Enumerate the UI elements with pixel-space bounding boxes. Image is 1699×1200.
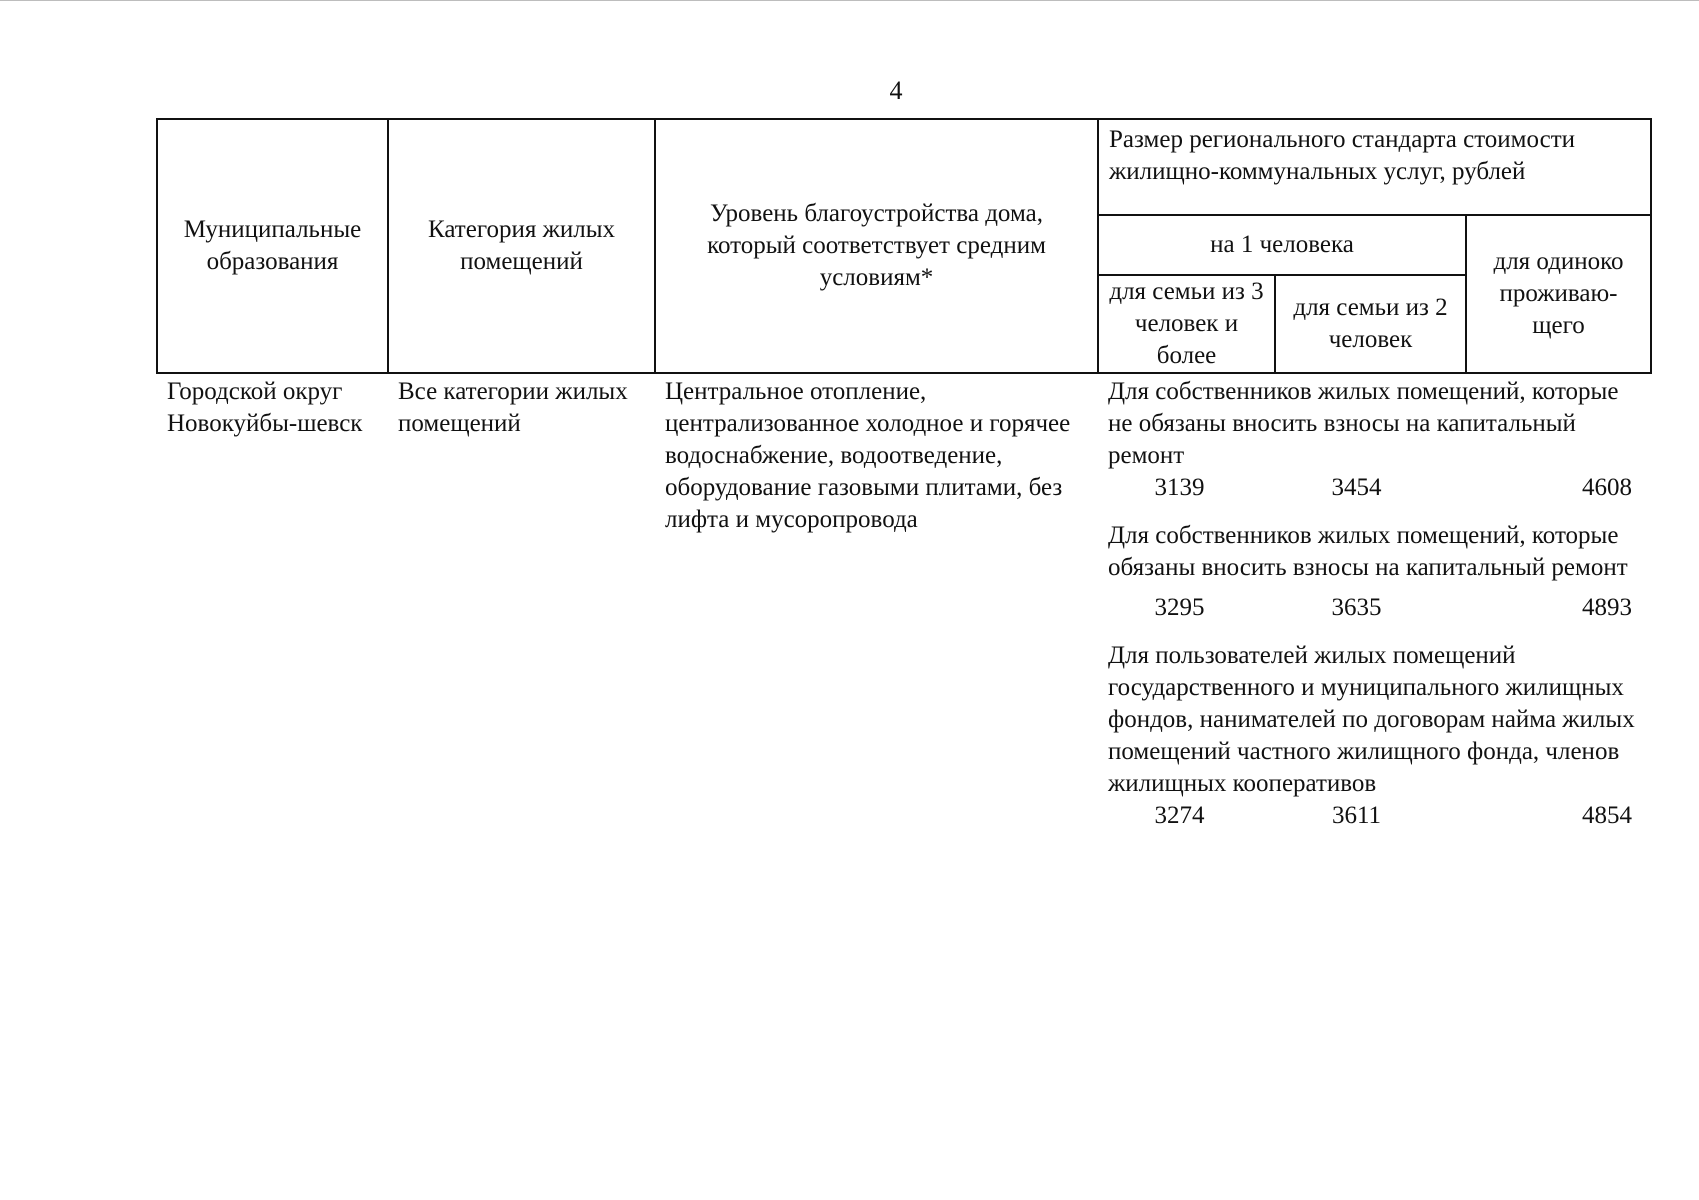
value-single: 4893 [1582, 594, 1632, 621]
group-values-no-capital-repair [1108, 472, 1641, 506]
cell-municipal: Городской округ Новокуйбы-шевск [167, 378, 363, 437]
header-municipal: Муниципальные образования [157, 119, 388, 373]
page-number: 4 [889, 76, 903, 105]
header-category: Категория жилых помещений [388, 119, 655, 373]
cell-category: Все категории жилых помещений [398, 378, 628, 437]
header-standard: Размер регионального стандарта стоимости жилищно-коммунальных услуг, рублей [1098, 119, 1651, 215]
value-family2: 3611 [1331, 802, 1382, 829]
value-family2: 3635 [1331, 594, 1382, 621]
cell-amenity: Центральное отопление, централизованное холодное и горячее водоснабжение, водоотведение, оборудование газовыми плитами, без лифта и мусоропровода [665, 378, 1071, 533]
value-family3: 3274 [1154, 802, 1205, 829]
header-family2: для семьи из 2 человек [1275, 275, 1466, 373]
group-title-tenants: Для пользователей жилых помещений государственного и муниципального жилищных фондов, нанимателей по договорам найма жилых помещений частного жилищного фонда, членов жилищных кооперативов [1108, 642, 1635, 797]
header-family3: для семьи из 3 человек и более [1098, 275, 1275, 373]
cell-standard-values [1098, 373, 1651, 848]
header-per-person: на 1 человека [1098, 215, 1466, 275]
group-title-no-capital-repair: Для собственников жилых помещений, которые не обязаны вносить взносы на капитальный ремонт [1108, 378, 1619, 469]
value-family3: 3139 [1154, 474, 1205, 501]
value-family3: 3295 [1154, 594, 1205, 621]
group-values-capital-repair [1108, 592, 1641, 626]
header-single: для одиноко проживаю-щего [1466, 215, 1651, 373]
table-row [157, 373, 1651, 848]
spacer [1108, 584, 1641, 592]
value-single: 4854 [1582, 802, 1632, 829]
table-header [157, 119, 1651, 373]
header-amenity: Уровень благоустройства дома, который соответствует средним условиям* [655, 119, 1098, 373]
group-title-capital-repair: Для собственников жилых помещений, которые обязаны вносить взносы на капитальный ремонт [1108, 522, 1628, 581]
value-single: 4608 [1582, 474, 1632, 501]
regional-standard-table [156, 118, 1652, 848]
top-rule [0, 0, 1699, 1]
group-values-tenants [1108, 800, 1641, 832]
value-family2: 3454 [1331, 474, 1382, 501]
